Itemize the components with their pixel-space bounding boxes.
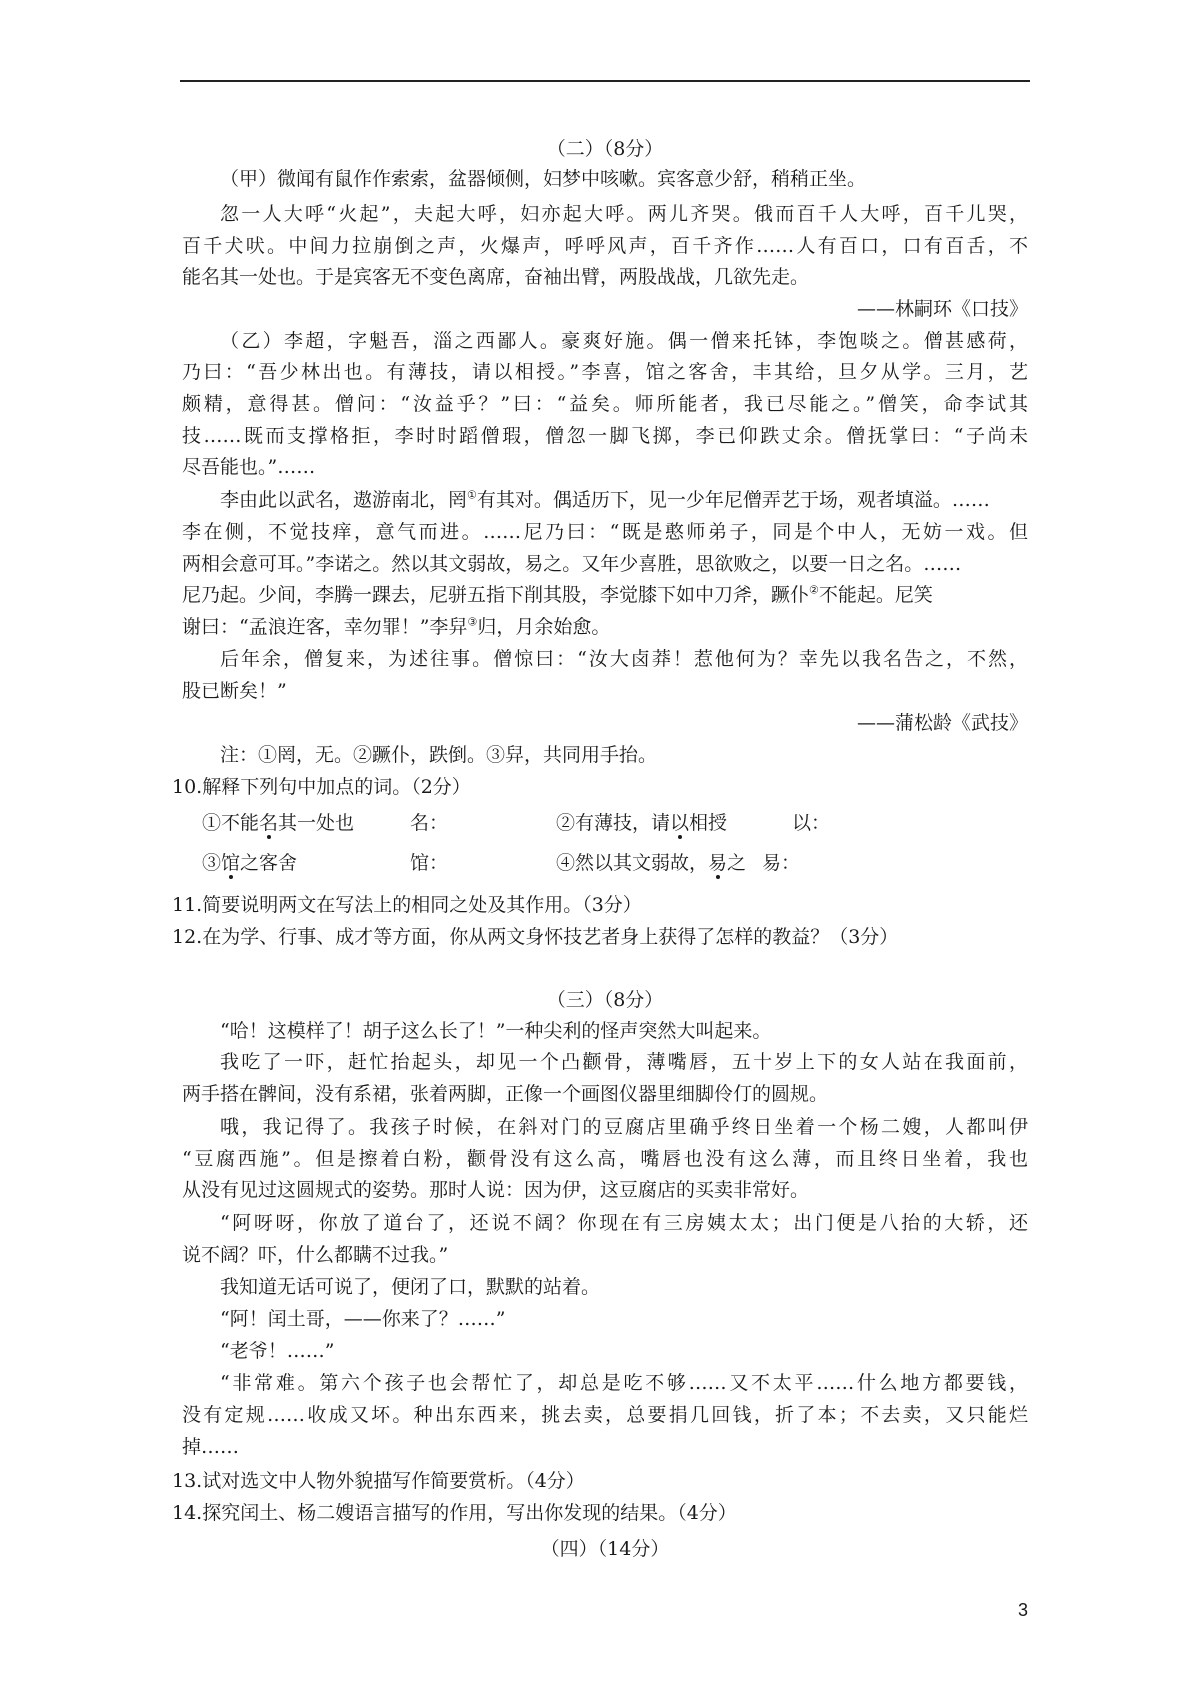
passage-3-line: “豆腐西施”。但是擦着白粉，颧骨没有这么高，嘴唇也没有这么薄，而且终日坐着，我也 bbox=[182, 1148, 1028, 1170]
passage-yi-line: 李由此以武名，遨游南北，罔①有其对。偶适历下，见一少年尼僧弄艺于场，观者填溢。…… bbox=[220, 488, 990, 511]
header-rule bbox=[180, 80, 1030, 82]
passage-yi-line: 后年余，僧复来，为述往事。僧惊曰：“汝大卤莽！惹他何为？幸先以我名告之，不然， bbox=[220, 648, 1028, 670]
q10-item-3-label: 馆： bbox=[410, 852, 449, 874]
passage-jia-line: （甲）微闻有鼠作作索索，盆器倾侧，妇梦中咳嗽。宾客意少舒，稍稍正坐。 bbox=[220, 168, 867, 190]
passage-yi-line: 尼乃起。少间，李腾一踝去，尼骈五指下削其股，李觉膝下如中刀斧，蹶仆②不能起。尼笑 bbox=[182, 583, 933, 606]
passage-3-line: 两手搭在髀间，没有系裙，张着两脚，正像一个画图仪器里细脚伶仃的圆规。 bbox=[182, 1083, 829, 1105]
passage-3-line: 掉…… bbox=[182, 1436, 240, 1458]
q10-item-1-label: 名： bbox=[410, 812, 449, 834]
footnote-mark: ③ bbox=[467, 615, 478, 629]
q10-item-3: ③馆之客舍 bbox=[202, 852, 298, 874]
passage-yi-line: 股已断矣！” bbox=[182, 680, 287, 702]
q10-item-4: ④然以其文弱故，易之 bbox=[556, 852, 747, 874]
passage-3-line: “非常难。第六个孩子也会帮忙了，却总是吃不够……又不太平……什么地方都要钱， bbox=[220, 1372, 1028, 1394]
passage-yi-line: （乙）李超，字魁吾，淄之西鄙人。豪爽好施。偶一僧来托钵，李饱啖之。僧甚感荷， bbox=[220, 330, 1028, 352]
passage-jia-line: 能名其一处也。于是宾客无不变色离席，奋袖出臂，两股战战，几欲先走。 bbox=[182, 266, 810, 288]
q10-item-2: ②有薄技，请以相授 bbox=[556, 812, 728, 834]
question-10: 10.解释下列句中加点的词。（2分） bbox=[172, 776, 471, 798]
passage-3-line: “老爷！……” bbox=[220, 1340, 335, 1362]
passage-3-line: 没有定规……收成又坏。种出东西来，挑去卖，总要捐几回钱，折了本；不去卖，又只能烂 bbox=[182, 1404, 1028, 1426]
passage-3-line: 我知道无话可说了，便闭了口，默默的站着。 bbox=[220, 1276, 601, 1298]
question-13: 13.试对选文中人物外貌描写作简要赏析。（4分） bbox=[172, 1470, 585, 1492]
section-3-title: （三）（8分） bbox=[546, 989, 664, 1011]
footnote-mark: ② bbox=[809, 583, 819, 597]
section-4-title: （四）（14分） bbox=[540, 1538, 670, 1560]
passage-jia-line: 忽一人大呼“火起”，夫起大呼，妇亦起大呼。两儿齐哭。俄而百千人大呼，百千儿哭， bbox=[220, 203, 1028, 225]
passage-3-line: 说不阔？吓，什么都瞒不过我。” bbox=[182, 1244, 449, 1266]
passage-3-line: 从没有见过这圆规式的姿势。那时人说：因为伊，这豆腐店的买卖非常好。 bbox=[182, 1179, 810, 1201]
passage-yi-line: 颇精，意得甚。僧问：“汝益乎？”曰：“益矣。师所能者，我已尽能之。”僧笑，命李试其 bbox=[182, 393, 1028, 415]
passage-yi-line: 李在侧，不觉技痒，意气而进。……尼乃曰：“既是憨师弟子，同是个中人，无妨一戏。但 bbox=[182, 521, 1028, 543]
passage-jia-source: ——林嗣环《口技》 bbox=[856, 298, 1028, 320]
footnote-mark: ① bbox=[467, 488, 477, 502]
passage-jia-line: 百千犬吠。中间力拉崩倒之声，火爆声，呼呼风声，百千齐作……人有百口，口有百舌，不 bbox=[182, 235, 1028, 257]
passage-3-line: “阿呀呀，你放了道台了，还说不阔？你现在有三房姨太太；出门便是八抬的大轿，还 bbox=[220, 1212, 1028, 1234]
question-12: 12.在为学、行事、成才等方面，你从两文身怀技艺者身上获得了怎样的教益？（3分） bbox=[172, 926, 899, 948]
passage-yi-line: 技……既而支撑格拒，李时时蹈僧瑕，僧忽一脚飞掷，李已仰跌丈余。僧抚掌曰：“子尚未 bbox=[182, 425, 1028, 447]
passage-3-line: “阿！闰土哥，——你来了？……” bbox=[220, 1308, 506, 1330]
footnote: 注：①罔，无。②蹶仆，跌倒。③舁，共同用手抬。 bbox=[220, 744, 658, 766]
question-11: 11.简要说明两文在写法上的相同之处及其作用。（3分） bbox=[172, 894, 642, 916]
passage-3-line: 哦，我记得了。我孩子时候，在斜对门的豆腐店里确乎终日坐着一个杨二嫂，人都叫伊 bbox=[220, 1116, 1028, 1138]
q10-item-1: ①不能名其一处也 bbox=[202, 812, 355, 834]
passage-yi-source: ——蒲松龄《武技》 bbox=[856, 712, 1028, 734]
passage-yi-line: 乃曰：“吾少林出也。有薄技，请以相授。”李喜，馆之客舍，丰其给，旦夕从学。三月，艺 bbox=[182, 361, 1028, 383]
passage-yi-line: 谢曰：“孟浪迕客，幸勿罪！”李舁③归，月余始愈。 bbox=[182, 615, 611, 638]
section-2-title: （二）（8分） bbox=[546, 138, 664, 160]
passage-yi-line: 两相会意可耳。”李诺之。然以其文弱故，易之。又年少喜胜，思欲败之，以要一日之名。…… bbox=[182, 553, 962, 575]
passage-3-line: 我吃了一吓，赶忙抬起头，却见一个凸颧骨，薄嘴唇，五十岁上下的女人站在我面前， bbox=[220, 1051, 1028, 1073]
passage-yi-line: 尽吾能也。”…… bbox=[182, 456, 316, 478]
q10-item-4-label: 易： bbox=[762, 852, 801, 874]
question-14: 14.探究闰土、杨二嫂语言描写的作用，写出你发现的结果。（4分） bbox=[172, 1502, 737, 1524]
page-number: 3 bbox=[1017, 1600, 1028, 1620]
q10-item-2-label: 以： bbox=[792, 812, 831, 834]
passage-3-line: “哈！这模样了！胡子这么长了！”一种尖利的怪声突然大叫起来。 bbox=[220, 1020, 772, 1042]
